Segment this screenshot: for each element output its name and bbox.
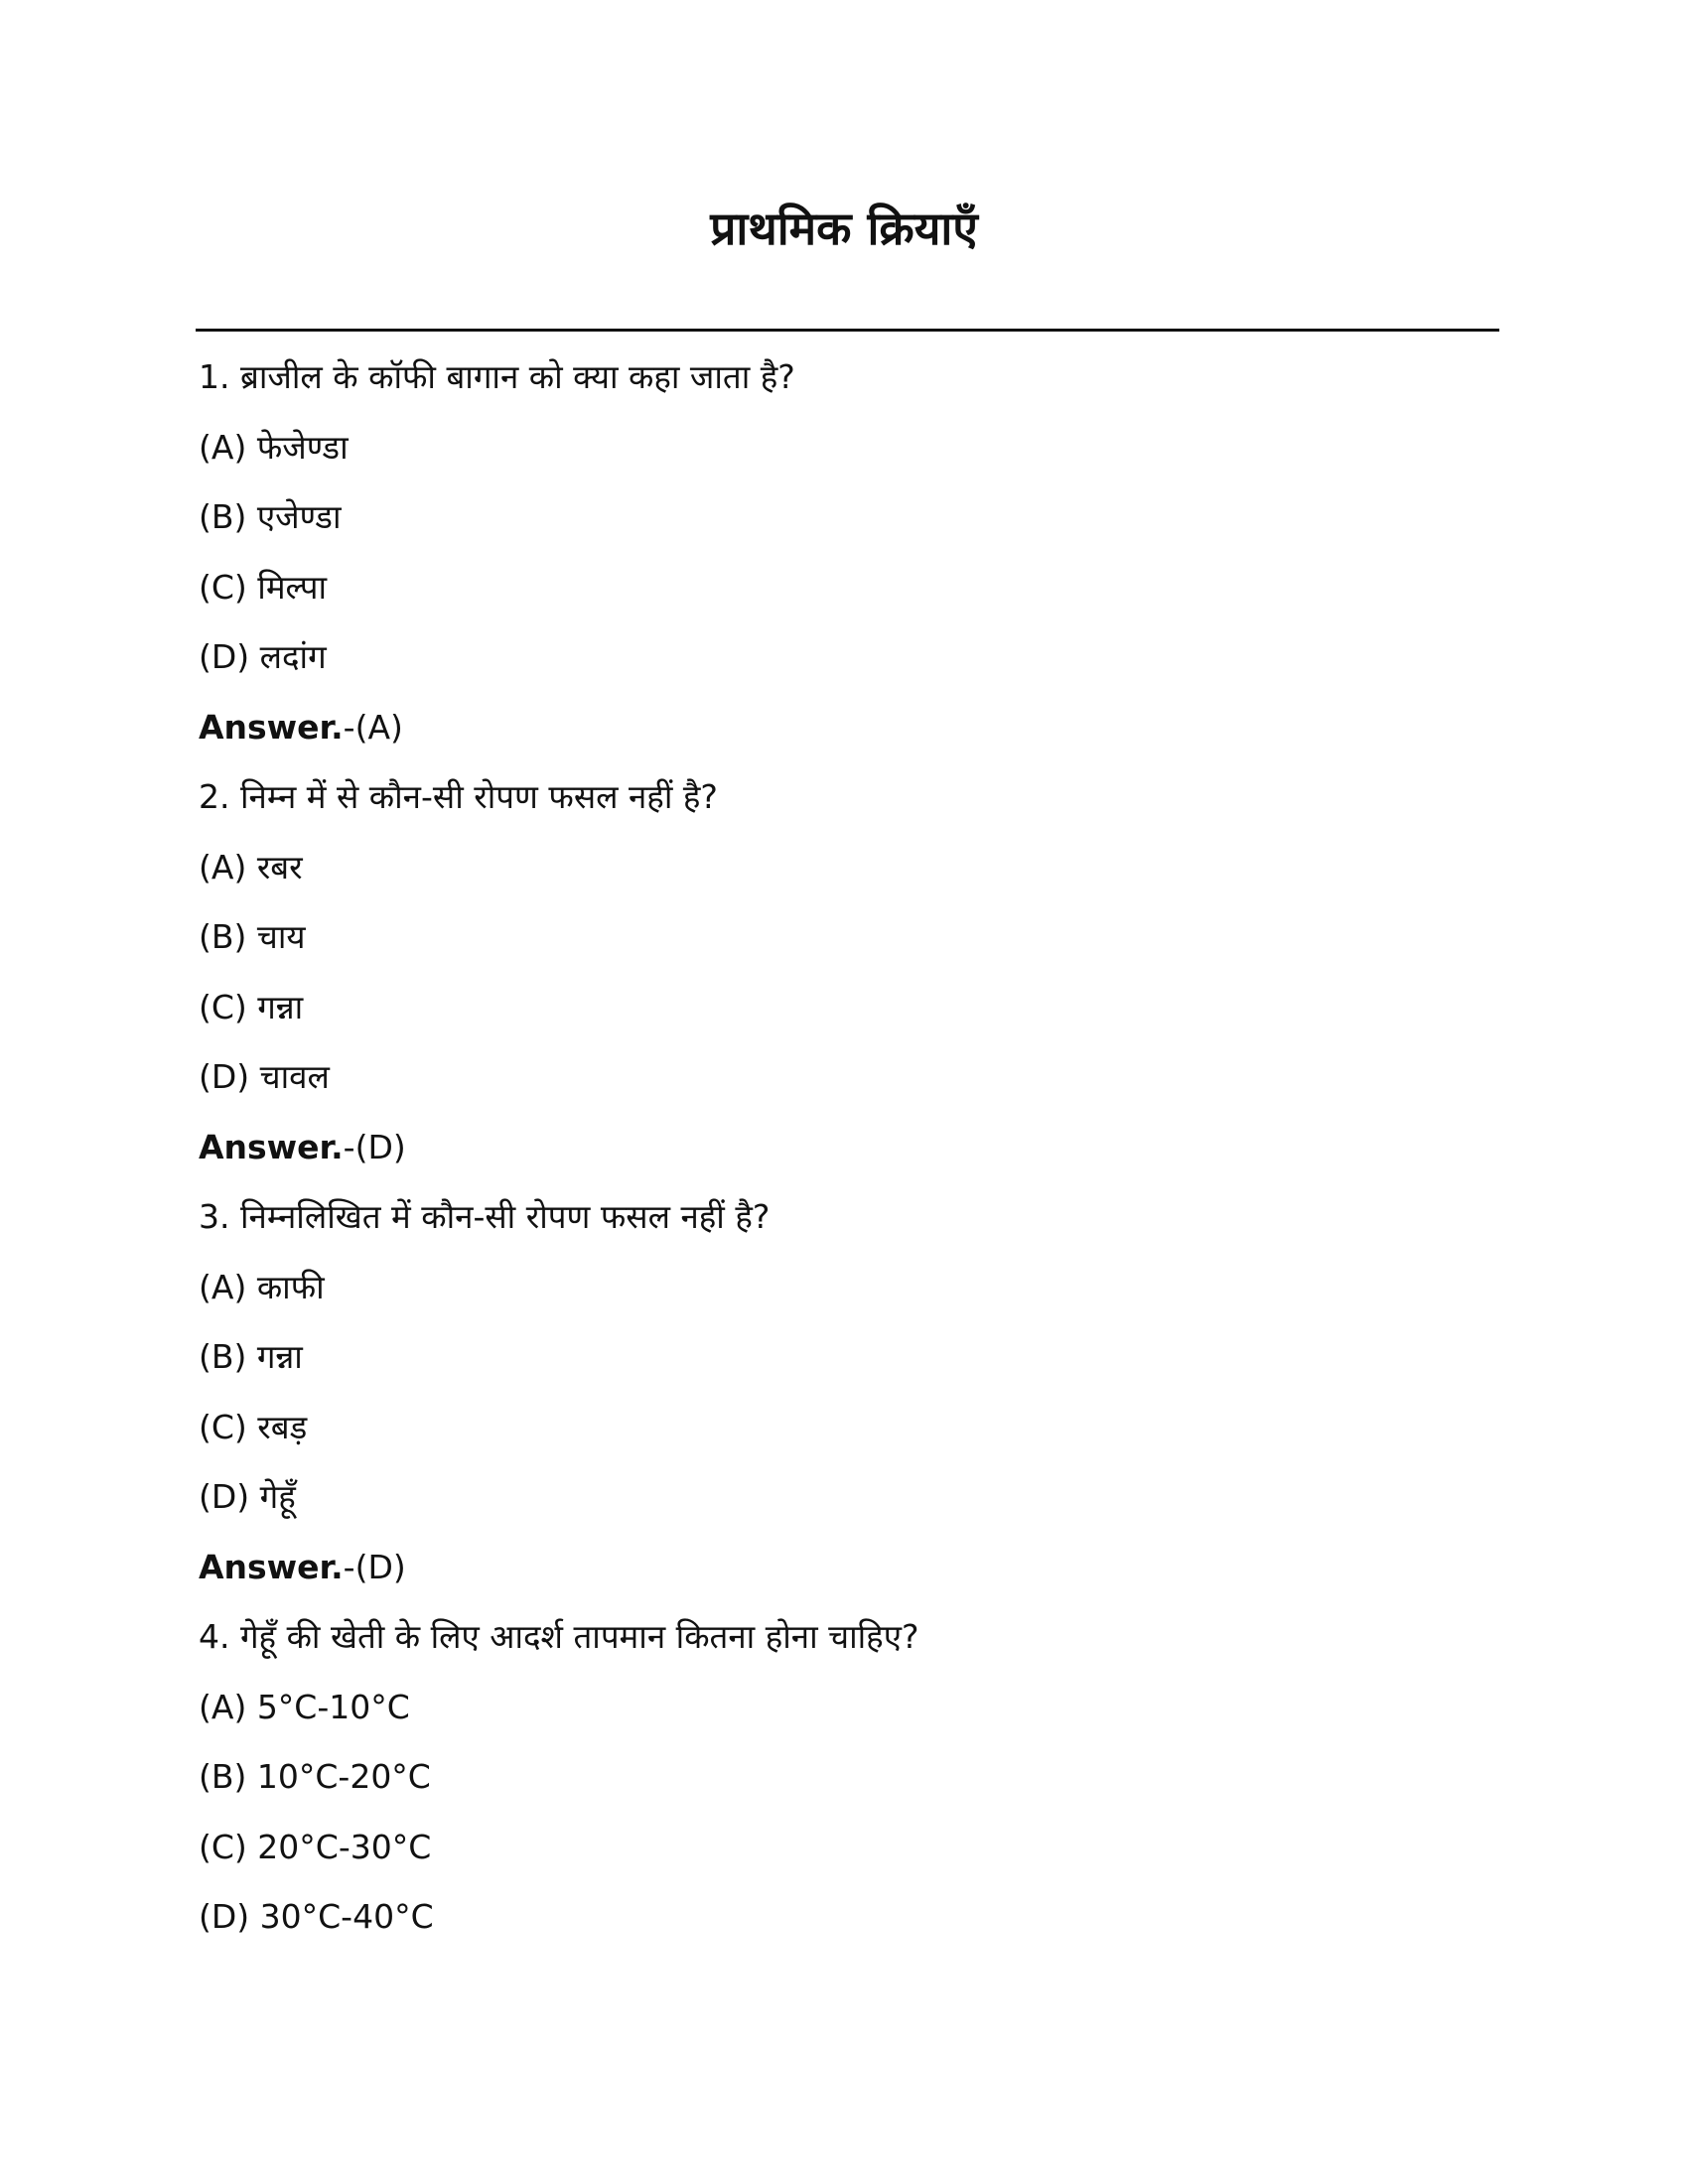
option-d: (D) गेहूँ [199, 1477, 296, 1516]
option-c: (C) रबड़ [199, 1407, 308, 1446]
answer-value: -(D) [343, 1547, 406, 1586]
option-d: (D) 30°C-40°C [199, 1897, 434, 1936]
option-a: (A) फेजेण्डा [199, 427, 349, 467]
answer-label: Answer. [199, 1127, 344, 1166]
answer-label: Answer. [199, 1547, 344, 1586]
question-block [199, 762, 1489, 1182]
answer-line [199, 1113, 1489, 1183]
answer-value: -(D) [343, 1127, 406, 1166]
question-text: 4. गेहूँ की खेती के लिए आदर्श तापमान कितना होना चाहिए? [199, 1617, 919, 1656]
option-d: (D) लदांग [199, 637, 327, 676]
option-b: (B) गन्ना [199, 1337, 303, 1376]
question-text: 3. निम्नलिखित में कौन-सी रोपण फसल नहीं है? [199, 1197, 771, 1236]
option-c: (C) 20°C-30°C [199, 1827, 432, 1866]
question-list [199, 342, 1489, 1953]
page-title: प्राथमिक क्रियाएँ [710, 202, 978, 255]
question-block [199, 342, 1489, 762]
option-b: (B) चाय [199, 917, 306, 956]
option-b: (B) एजेण्डा [199, 497, 342, 536]
option-c: (C) मिल्पा [199, 567, 328, 607]
answer-label: Answer. [199, 707, 344, 747]
option-d: (D) चावल [199, 1057, 330, 1096]
option-c: (C) गन्ना [199, 987, 304, 1026]
option-a: (A) 5°C-10°C [199, 1687, 410, 1726]
title-divider [196, 329, 1499, 332]
answer-line [199, 693, 1489, 763]
question-block [199, 1602, 1489, 1953]
question-text: 1. ब्राजील के कॉफी बागान को क्या कहा जाता है? [199, 357, 795, 396]
option-a: (A) काफी [199, 1267, 325, 1306]
answer-value: -(A) [343, 707, 403, 747]
question-block [199, 1182, 1489, 1602]
option-b: (B) 10°C-20°C [199, 1757, 431, 1796]
option-a: (A) रबर [199, 847, 303, 887]
question-text: 2. निम्न में से कौन-सी रोपण फसल नहीं है? [199, 777, 718, 816]
answer-line [199, 1533, 1489, 1603]
